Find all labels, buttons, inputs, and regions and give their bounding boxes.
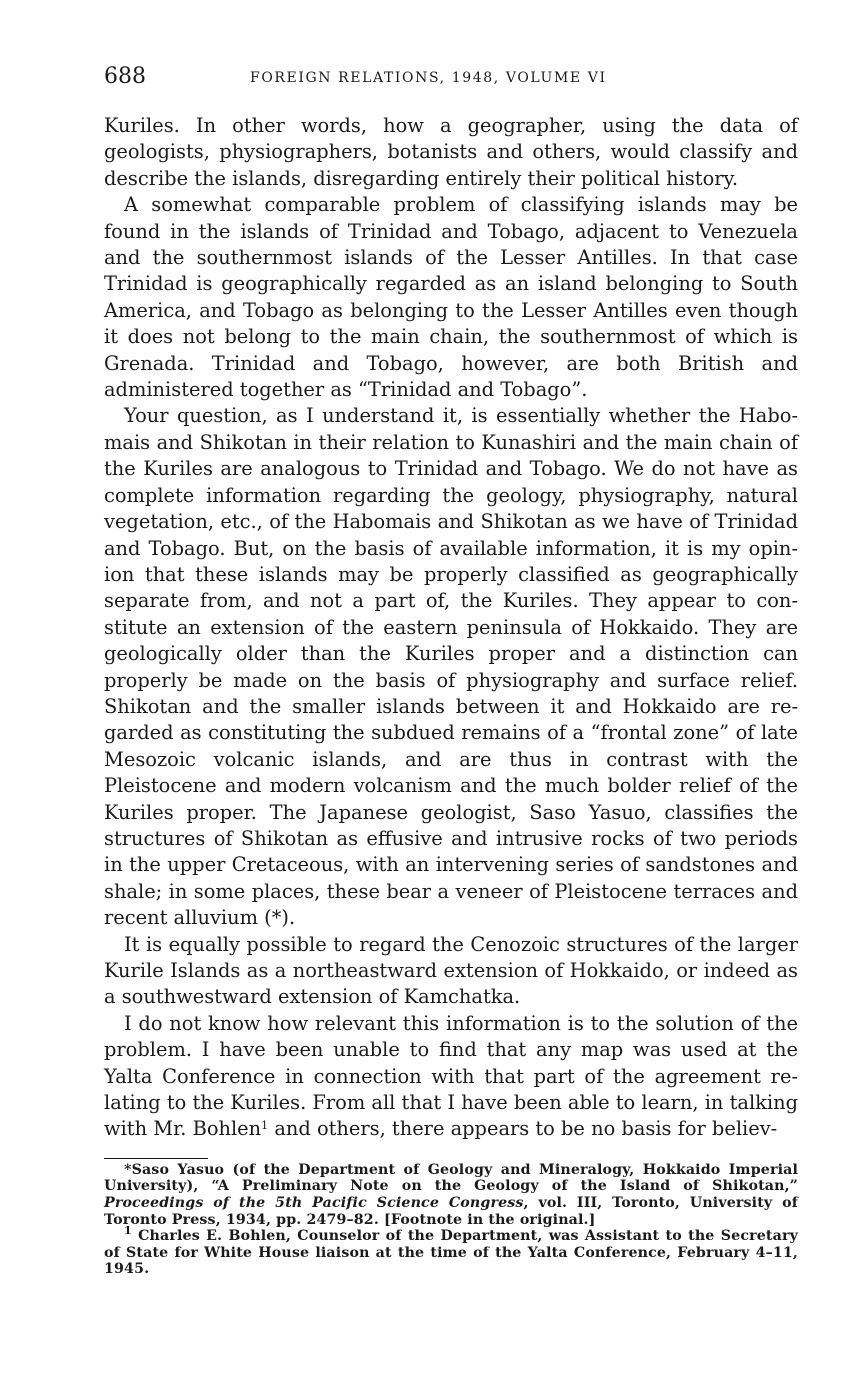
- paragraph-5-text-b: and others, there appears to be no basis for believ-: [268, 1117, 778, 1141]
- footnote-star: [104, 1162, 798, 1228]
- footnote-1: [104, 1224, 798, 1278]
- paragraph-1: Kuriles. In other words, how a geographer, using the data of geologists, physiographers, botanists and others, would classify and describe the islands, disregarding entirely their political history.: [104, 114, 798, 190]
- paragraph-5: [104, 1011, 798, 1143]
- paragraph-5-text-a: I do not know how relevant this information is to the solution of the problem. I have been unable to find that any map was used at the Yalta Conference in connection with that part of the agreement relating to the Kuriles. From all that I have been able to learn, in talking with Mr. Bohlen: [104, 1011, 798, 1141]
- footnote-star-text-b: , vol. III, Toronto, University of Toronto Press, 1934, pp. 2479–82. [Footnote in the original.]: [104, 1195, 798, 1228]
- paragraph-2: A somewhat comparable problem of classifying islands may be found in the islands of Trinidad and Tobago, adjacent to Venezuela and the southernmost islands of the Lesser Antilles. In that case Trinidad is geographically regarded as an island belonging to South America, and Tobago as belonging to the Lesser Antilles even though it does not belong to the main chain, the southernmost of which is Grenada. Trinidad and Tobago, however, are both British and administered together as “Trinidad and Tobago”.: [104, 193, 798, 402]
- footnote-1-text: Charles E. Bohlen, Counselor of the Department, was Assistant to the Secretary of State for White House liaison at the time of the Yalta Conference, February 4–11, 1945.: [104, 1228, 798, 1278]
- running-title: FOREIGN RELATIONS, 1948, VOLUME VI: [250, 70, 607, 86]
- footnote-star-text-a: *Saso Yasuo (of the Department of Geology and Mineralogy, Hokkaido Imperial University), “A Preliminary Note on the Geology of the Island of Shikotan,”: [104, 1161, 798, 1195]
- paragraph-4: It is equally possible to regard the Cenozoic structures of the larger Kurile Islands as a northeastward extension of Hokkaido, or indeed as a southwestward extension of Kamchatka.: [104, 932, 798, 1009]
- footnotes: [104, 1162, 798, 1278]
- running-head: [104, 62, 798, 98]
- footnote-divider: [104, 1158, 208, 1159]
- page-number: 688: [104, 64, 146, 89]
- body-text: [104, 113, 798, 1143]
- paragraph-3: Your question, as I understand it, is essentially whether the Habomais and Shikotan in their relation to Kunashiri and the main chain of the Kuriles are analogous to Trinidad and Tobago. We do not have as complete information regarding the geology, physiography, natural vegetation, etc., of the Habomais and Shikotan as we have of Trinidad and Tobago. But, on the basis of available information, it is my opinion that these islands may be properly classified as geographically separate from, and not a part of, the Kuriles. They appear to constitute an extension of the eastern peninsula of Hokkaido. They are geologically older than the Kuriles proper and a distinction can properly be made on the basis of physiography and surface relief. Shikotan and the smaller islands between it and Hokkaido are regarded as constituting the subdued remains of a “frontal zone” of late Mesozoic volcanic islands, and are thus in contrast with the Pleistocene and modern volcanism and the much bolder relief of the Kuriles proper. The Japanese geologist, Saso Yasuo, classifies the structures of Shikotan as effusive and intrusive rocks of two periods in the upper Cretaceous, with an intervening series of sandstones and shale; in some places, these bear a veneer of Pleistocene terraces and recent alluvium (*).: [104, 404, 798, 930]
- footnote-star-title: Proceedings of the 5th Pacific Science Congress: [104, 1195, 524, 1212]
- footnote-1-mark: 1: [124, 1224, 132, 1238]
- footnote-reference-1: 1: [261, 1119, 269, 1133]
- document-page: [104, 62, 798, 1278]
